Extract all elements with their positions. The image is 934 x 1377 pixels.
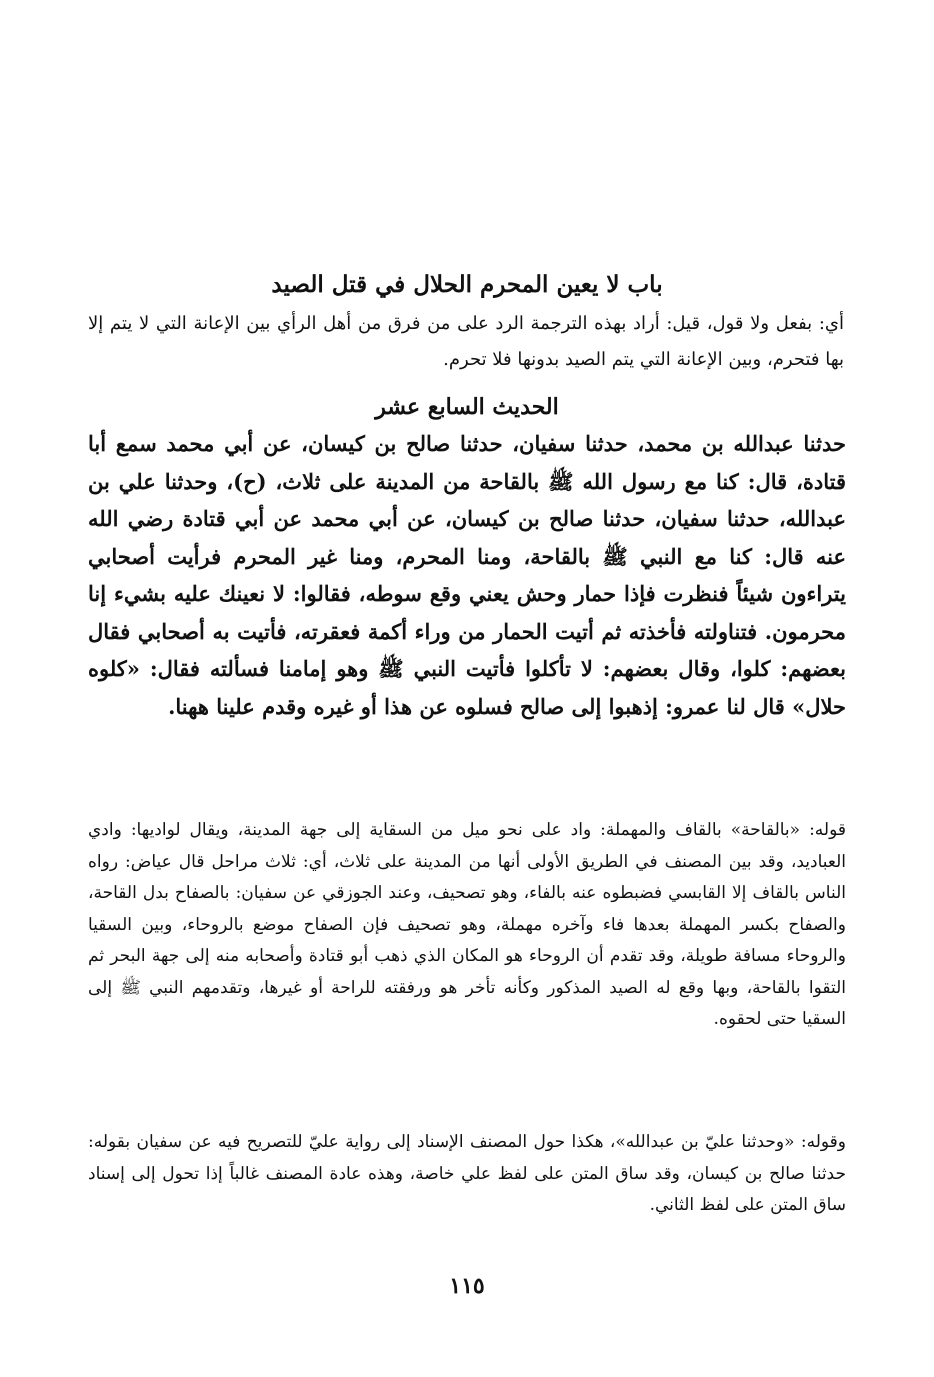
chapter-intro-paragraph: أي: بفعل ولا قول، قيل: أراد بهذه الترجمة الرد على من فرق من أهل الرأي بين الإعانة التي لا يتم إلا بها فتحرم، وبين الإعانة التي يتم الصيد بدونها فلا تحرم.	[88, 313, 844, 370]
commentary-paragraph-1: قوله: «بالقاحة» بالقاف والمهملة: واد على نحو ميل من السقاية إلى جهة المدينة، ويقال لواديها: وادي العباديد، وقد بين المصنف في الطريق الأولى أنها من المدينة على ثلاث، أي: ثلاث مراحل قال عياض: رواه الناس بالقاف إلا القابسي فضبطوه عنه بالفاء، وهو تصحيف، وعند الجوزقي عن سفيان: بالصفاح بدل القاحة، والصفاح بكسر المهملة بعدها فاء وآخره مهملة، وهو تصحيف فإن الصفاح موضع بالروحاء، وبين السقيا والروحاء مسافة طويلة، وقد تقدم أن الروحاء هو المكان الذي ذهب أبو قتادة وأصحابه منه إلى جهة البحر ثم التقوا بالقاحة، وبها وقع له الصيد المذكور وكأنه تأخر هو ورفقته للراحة أو غيرها، وتقدمهم النبي ﷺ إلى السقيا حتى لحقوه.	[88, 820, 846, 1029]
chapter-title: باب لا يعين المحرم الحلال في قتل الصيد	[271, 271, 663, 298]
commentary-paragraph-2: وقوله: «وحدثنا عليّ بن عبدالله»، هكذا حول المصنف الإسناد إلى رواية عليّ للتصريح فيه عن سفيان بقوله: حدثنا صالح بن كيسان، وقد ساق المتن على لفظ علي خاصة، وهذه عادة المصنف غالباً إذا تحول إلى إسناد ساق المتن على لفظ الثاني.	[88, 1132, 846, 1215]
hadith-text: حدثنا عبدالله بن محمد، حدثنا سفيان، حدثنا صالح بن كيسان، عن أبي محمد سمع أبا قتادة، قال: كنا مع رسول الله ﷺ بالقاحة من المدينة على ثلاث، (ح)، وحدثنا علي بن عبدالله، حدثنا سفيان، حدثنا صالح بن كيسان، عن أبي محمد عن أبي قتادة رضي الله عنه قال: كنا مع النبي ﷺ بالقاحة، ومنا المحرم، ومنا غير المحرم فرأيت أصحابي يتراءون شيئاً فنظرت فإذا حمار وحش يعني وقع سوطه، فقالوا: لا نعينك عليه بشيء إنا محرمون. فتناولته فأخذته ثم أتيت الحمار من وراء أكمة فعقرته، فأتيت به أصحابي فقال بعضهم: كلوا، وقال بعضهم: لا تأكلوا فأتيت النبي ﷺ وهو إمامنا فسألته فقال: «كلوه حلال» قال لنا عمرو: إذهبوا إلى صالح فسلوه عن هذا أو غيره وقدم علينا ههنا.	[88, 431, 846, 719]
page-number: ١١٥	[449, 1273, 485, 1299]
hadith-heading: الحديث السابع عشر	[375, 394, 559, 420]
